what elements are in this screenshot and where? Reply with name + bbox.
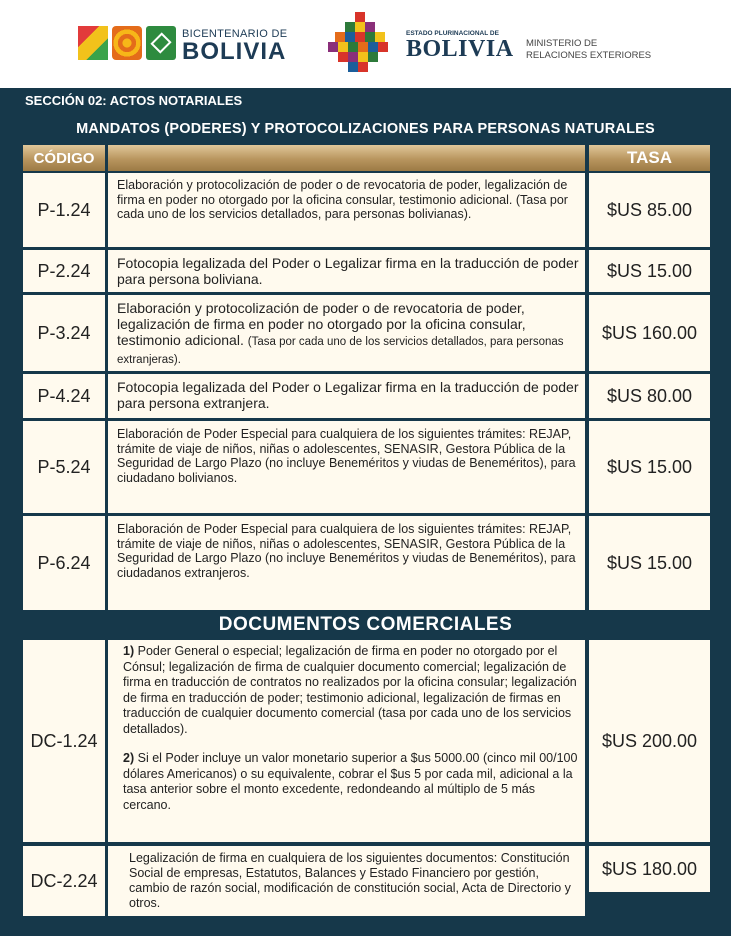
comerciales-title: DOCUMENTOS COMERCIALES [218, 614, 513, 635]
row-code: P-1.24 [23, 173, 105, 247]
row-fee: $US 85.00 [589, 173, 710, 247]
row-fee: $US 15.00 [589, 250, 710, 292]
row-description [108, 640, 585, 842]
sun-spiral-icon [112, 26, 142, 60]
logo-block [365, 32, 375, 42]
ministerio-text [526, 38, 651, 62]
row-fee: $US 180.00 [589, 846, 710, 892]
logo-block [348, 52, 358, 62]
header-description [108, 145, 585, 171]
part1-number: 1) [123, 644, 135, 658]
logo-block [345, 32, 355, 42]
header [0, 0, 731, 88]
logo-block [358, 52, 368, 62]
part1-text: Poder General o especial; legalización de firma en poder no otorgado por el Cónsul; legalización de firma de cualquier documento comercial; legalización de firma en traducción de contratos no realizados por la oficina consular; legalización de firma en traducción de poder; testimonio adicional, legalización de firmas en traducción de cualquier documento comercial (tasa por cada uno de los servicios detallados). [123, 644, 577, 736]
row-code: DC-1.24 [23, 640, 105, 842]
row-code: P-2.24 [23, 250, 105, 292]
logo-block [335, 32, 345, 42]
chakana-icon [146, 26, 176, 60]
header-fee: TASA [589, 145, 710, 171]
row-fee: $US 15.00 [589, 421, 710, 513]
part2-text: Si el Poder incluye un valor monetario superior a $us 5000.00 (cinco mil 00/100 dólares Americanos) o su equivalente, cobrar el $us 5 por cada mil, adicional a la tasa anterior sobre el monto excedente, redondeando al múltiplo de 5 más cercano. [123, 751, 578, 812]
logo-block [358, 62, 368, 72]
mandatos-title: MANDATOS (PODERES) Y PROTOCOLIZACIONES PARA PERSONAS NATURALES [76, 121, 655, 137]
logo-block [355, 32, 365, 42]
estado-big-text: BOLIVIA [406, 36, 514, 62]
row-description: Elaboración de Poder Especial para cualquiera de los siguientes trámites: REJAP, trámite de viaje de niños, niñas o adolescentes, SENASIR, Gestora Pública de la Seguridad de Largo Plazo (no incluye Beneméritos y viudas de Beneméritos), para ciudadanos extranjeros. [108, 516, 585, 610]
logo-block [368, 42, 378, 52]
row-description-main: Elaboración y protocolización de poder o de revocatoria de poder, legalización de firma en poder no otorgado por la oficina consular, testimonio adicional. [117, 300, 526, 348]
bicentenario-small-text: BICENTENARIO DE [182, 28, 288, 40]
ministerio-line1: MINISTERIO DE [526, 38, 598, 49]
logo-block [348, 62, 358, 72]
row-description: Elaboración y protocolización de poder o de revocatoria de poder, legalización de firma en poder no otorgado por la oficina consular, testimonio adicional. (Tasa por cada uno de los servicios detallados, para personas bolivianas). [108, 173, 585, 247]
logo-block [328, 42, 338, 52]
logo-block [378, 42, 388, 52]
row-fee: $US 200.00 [589, 640, 710, 842]
estado-plurinacional-logo [328, 12, 392, 76]
logo-block [375, 32, 385, 42]
logo-block [355, 12, 365, 22]
row-description [108, 295, 585, 371]
row-fee: $US 15.00 [589, 516, 710, 610]
logo-block [358, 42, 368, 52]
row-code: P-4.24 [23, 374, 105, 418]
logo-block [338, 42, 348, 52]
row-code: P-3.24 [23, 295, 105, 371]
logo-block [345, 22, 355, 32]
row-description: Fotocopia legalizada del Poder o Legalizar firma en la traducción de poder para persona boliviana. [108, 250, 585, 292]
estado-small-text: ESTADO PLURINACIONAL DE [406, 30, 499, 37]
bicentenario-tricolor-icon [78, 26, 108, 60]
part-spacer [123, 737, 579, 751]
logo-block [365, 22, 375, 32]
logo-block [355, 22, 365, 32]
row-code: P-6.24 [23, 516, 105, 610]
row-description: Fotocopia legalizada del Poder o Legalizar firma en la traducción de poder para persona extranjera. [108, 374, 585, 418]
bicentenario-big-text: BOLIVIA [182, 38, 287, 65]
header-code: CÓDIGO [23, 145, 105, 171]
logo-block [368, 52, 378, 62]
part2-number: 2) [123, 751, 135, 765]
section-label: SECCIÓN 02: ACTOS NOTARIALES [25, 93, 243, 108]
row-description: Legalización de firma en cualquiera de los siguientes documentos: Constitución Social de empresas, Estatutos, Balances y Estado Financiero por gestión, cambio de razón social, modificación de constitución social, Acta de Directorio y otros. [108, 846, 585, 916]
row-code: DC-2.24 [23, 846, 105, 916]
row-fee: $US 80.00 [589, 374, 710, 418]
row-description-note: (Tasa por cada uno de los servicios detallados, para personas extranjeras). [117, 336, 564, 366]
logo-block [348, 42, 358, 52]
logo-block [338, 52, 348, 62]
row-fee: $US 160.00 [589, 295, 710, 371]
ministerio-line2: RELACIONES EXTERIORES [526, 50, 652, 61]
row-code: P-5.24 [23, 421, 105, 513]
row-description: Elaboración de Poder Especial para cualquiera de los siguientes trámites: REJAP, trámite de viaje de niños, niñas o adolescentes, SENASIR, Gestora Pública de la Seguridad de Largo Plazo (no incluye Beneméritos y viudas de Beneméritos), para ciudadano bolivianos. [108, 421, 585, 513]
